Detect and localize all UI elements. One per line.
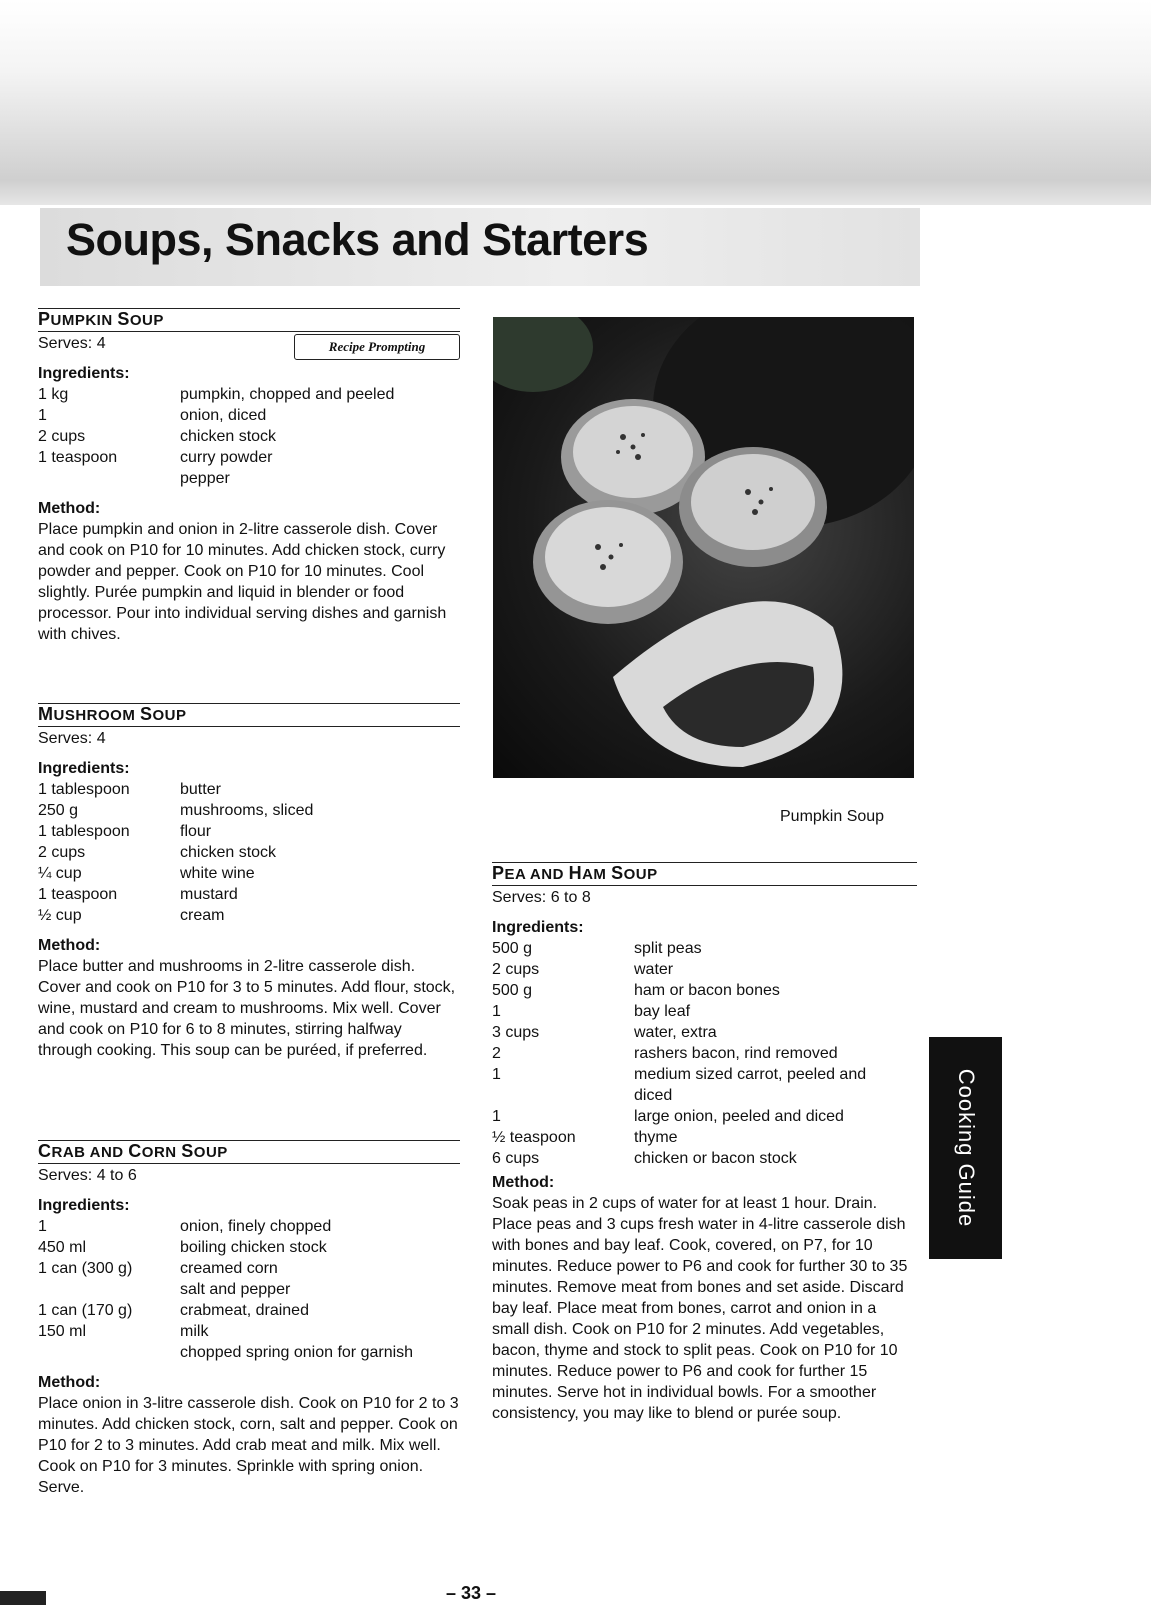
- recipe-title: MUSHROOM SOUP: [38, 703, 460, 727]
- right-column: [492, 862, 917, 1512]
- recipe-title: PEA AND HAM SOUP: [492, 862, 917, 886]
- serves: Serves: 6 to 8: [492, 889, 591, 906]
- ingredient-row: salt and pepper: [180, 1281, 291, 1298]
- method-text-soak: Soak peas in 2 cups of water for at least 1 hour. Drain.: [492, 1195, 878, 1212]
- serves: Serves: 4 to 6: [38, 1167, 137, 1184]
- recipe-prompting-badge: Recipe Prompting: [294, 334, 460, 360]
- page-title: Soups, Snacks and Starters: [66, 214, 649, 265]
- method-text: Place onion in 3-litre casserole dish. Cook on P10 for 2 to 3 minutes. Add chicken stock, corn, salt and pepper. Cook on P10 for 2 to 3 minutes. Add crab meat and milk. Mix well. Cook on P10 for 3 minutes. Sprinkle with spring onion. Serve.: [38, 1395, 459, 1496]
- method-label: Method:: [38, 937, 101, 954]
- method-label: Method:: [492, 1174, 555, 1191]
- ingredient-row: 6 cups chicken or bacon stock: [492, 1150, 797, 1167]
- pumpkin-soup-photo: [493, 317, 914, 778]
- ingredients-label: Ingredients:: [492, 919, 584, 936]
- recipe-mushroom-soup: [38, 703, 460, 1061]
- ingredient-row: 2 cups chicken stock: [38, 844, 277, 861]
- recipe-title: CRAB AND CORN SOUP: [38, 1140, 460, 1164]
- ingredients-table: [38, 779, 313, 926]
- ingredient-row: 500 g ham or bacon bones: [492, 982, 780, 999]
- left-column: [38, 308, 460, 1508]
- photo-caption: Pumpkin Soup: [780, 808, 885, 825]
- method-label: Method:: [38, 1374, 101, 1391]
- method-text-cook: Place peas and 3 cups fresh water in 4-litre casserole dish with bones and bay leaf. Cook, covered, on P7, for 10 minutes. Reduce power to P6 and cook for further 30 to 35 minutes. Remove meat from bones and set aside. Discard bay leaf. Place meat from bones, carrot and onion in a small dish. Cook on P10 for 2 minutes. Add vegetables, bacon, thyme and stock to split peas. Cook on P10 for 10 minutes. Reduce power to P6 and cook for further 15 minutes. Serve hot in individual bowls. For a smoother consistency, you may like to blend or purée soup.: [492, 1216, 908, 1422]
- ingredient-row: 1 bay leaf: [492, 1003, 691, 1020]
- ingredients-label: Ingredients:: [38, 365, 130, 382]
- ingredient-row: 1 kg pumpkin, chopped and peeled: [38, 386, 395, 403]
- ingredient-row: 1 onion, diced: [38, 407, 267, 424]
- serves: Serves: 4: [38, 730, 106, 747]
- ingredient-row: 250 g mushrooms, sliced: [38, 802, 314, 819]
- ingredient-row: 450 ml boiling chicken stock: [38, 1239, 327, 1256]
- ingredient-row: 2 cups chicken stock: [38, 428, 277, 445]
- ingredient-row: ½ teaspoon thyme: [492, 1129, 678, 1146]
- recipe-crab-corn-soup: [38, 1140, 460, 1498]
- header-texture-band: [0, 0, 1151, 205]
- ingredient-row: 1 can (300 g) creamed corn: [38, 1260, 278, 1277]
- recipe-title: PUMPKIN SOUP: [38, 308, 460, 332]
- ingredient-row: 1 medium sized carrot, peeled and diced: [492, 1066, 867, 1104]
- ingredient-row: chopped spring onion for garnish: [180, 1344, 414, 1361]
- soup-bowls-illustration: [493, 317, 914, 778]
- ingredient-row: 1 large onion, peeled and diced: [492, 1108, 844, 1125]
- ingredients-table: [492, 938, 904, 1169]
- ingredient-row: 1 can (170 g) crabmeat, drained: [38, 1302, 309, 1319]
- ingredient-row: ¼ cup white wine: [38, 865, 255, 882]
- cooking-guide-tab: Cooking Guide: [929, 1037, 1002, 1259]
- ingredient-row: 1 tablespoon butter: [38, 781, 221, 798]
- ingredients-table: [38, 384, 394, 489]
- method-text: Place butter and mushrooms in 2-litre casserole dish. Cover and cook on P10 for 3 to 5 minutes. Add flour, stock, wine, mustard and cream to mushrooms. Mix well. Cover and cook on P10 for 6 to 8 minutes, stirring halfway through cooking. This soup can be puréed, if preferred.: [38, 958, 456, 1059]
- method-label: Method:: [38, 500, 101, 517]
- ingredients-table: [38, 1216, 413, 1363]
- page-number: – 33 –: [446, 1583, 497, 1603]
- ingredient-row: 1 tablespoon flour: [38, 823, 212, 840]
- ingredients-label: Ingredients:: [38, 1197, 130, 1214]
- method-text: Place pumpkin and onion in 2-litre casserole dish. Cover and cook on P10 for 10 minutes. Add chicken stock, curry powder and pepper. Cook on P10 for 10 minutes. Cool slightly. Purée pumpkin and liquid in blender or food processor. Pour into individual serving dishes and garnish with chives.: [38, 521, 447, 643]
- corner-mark: [0, 1591, 46, 1605]
- ingredient-row: ½ cup cream: [38, 907, 225, 924]
- ingredient-row: 2 cups water: [492, 961, 674, 978]
- recipe-pea-ham-soup: [492, 862, 917, 1424]
- ingredient-row: 150 ml milk: [38, 1323, 209, 1340]
- ingredient-row: 1 onion, finely chopped: [38, 1218, 332, 1235]
- ingredient-row: 3 cups water, extra: [492, 1024, 717, 1041]
- ingredient-row: 1 teaspoon curry powder: [38, 449, 273, 466]
- ingredient-row: 500 g split peas: [492, 940, 702, 957]
- recipe-pumpkin-soup: [38, 308, 460, 645]
- ingredients-label: Ingredients:: [38, 760, 130, 777]
- ingredient-row: 2 rashers bacon, rind removed: [492, 1045, 838, 1062]
- ingredient-row: pepper: [180, 470, 230, 487]
- serves: Serves: 4: [38, 335, 106, 352]
- ingredient-row: 1 teaspoon mustard: [38, 886, 238, 903]
